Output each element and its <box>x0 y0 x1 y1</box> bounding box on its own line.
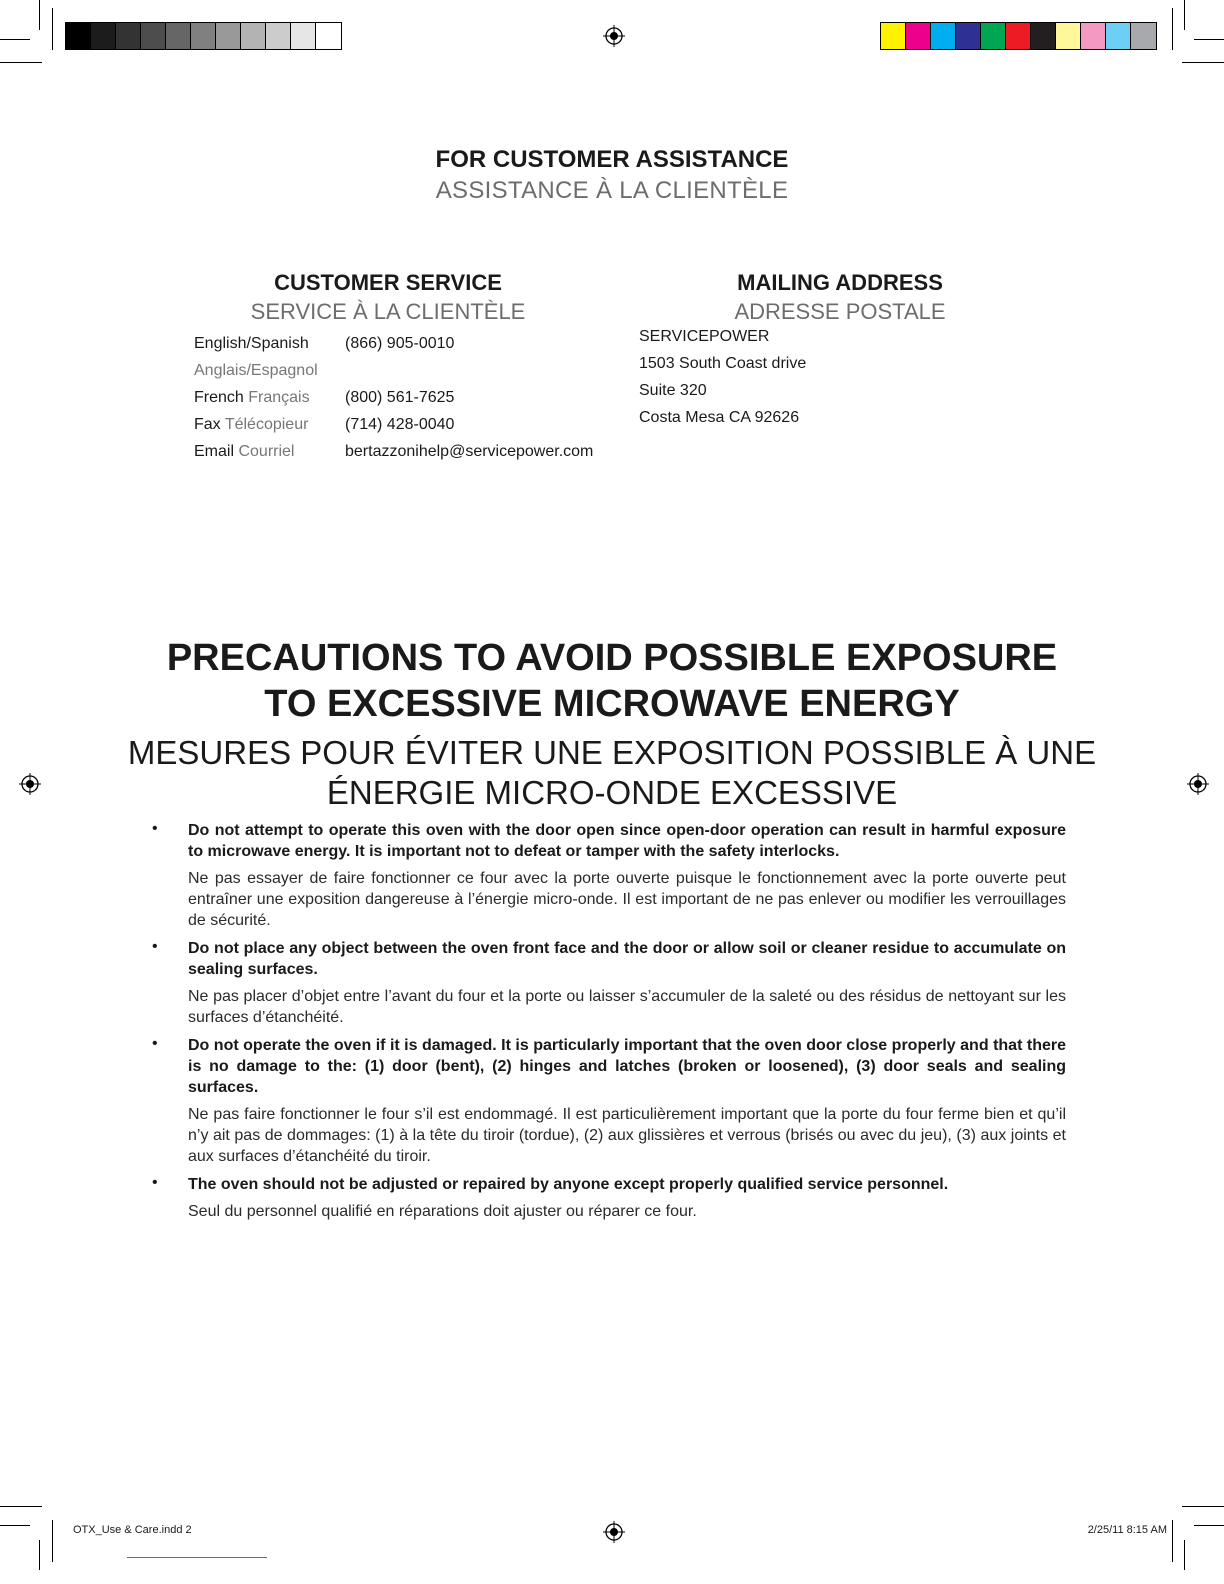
crop-mark <box>0 39 30 40</box>
mailing-address-heading <box>700 270 980 325</box>
list-item <box>152 820 1066 931</box>
mailing-address-title-french: ADRESSE POSTALE <box>734 299 946 324</box>
crop-mark <box>52 1520 53 1562</box>
crop-mark <box>1184 1540 1185 1570</box>
contact-email[interactable]: bertazzonihelp@servicepower.com <box>345 443 594 460</box>
address-line: Suite 320 <box>639 382 707 399</box>
customer-service-heading <box>228 270 548 325</box>
crop-mark <box>1172 1520 1173 1562</box>
bullet: • <box>152 820 158 837</box>
color-swatch <box>1006 23 1031 49</box>
crop-mark <box>1194 1525 1224 1526</box>
registration-mark-icon <box>603 25 625 47</box>
precaution-text-french: Seul du personnel qualifié en réparations doit ajuster ou réparer ce four. <box>188 1203 697 1220</box>
color-swatch <box>116 23 141 49</box>
precaution-text: The oven should not be adjusted or repaired by anyone except properly qualified service personnel. <box>188 1176 949 1193</box>
crop-mark <box>0 1525 30 1526</box>
precautions-list <box>152 820 1066 1229</box>
color-swatch <box>1131 23 1156 49</box>
color-swatch <box>1106 23 1131 49</box>
contact-label: Email Courriel <box>194 443 295 460</box>
bullet: • <box>152 938 158 955</box>
color-swatch <box>316 23 341 49</box>
registration-mark-icon <box>603 1521 625 1543</box>
crop-mark <box>1184 0 1185 30</box>
contact-phone: (800) 561-7625 <box>345 389 455 406</box>
precautions-title: PRECAUTIONS TO AVOID POSSIBLE EXPOSURE <box>166 637 1058 679</box>
color-swatch <box>291 23 316 49</box>
color-swatch <box>1056 23 1081 49</box>
color-swatch <box>91 23 116 49</box>
address-line: Costa Mesa CA 92626 <box>639 409 800 426</box>
contact-label: Anglais/Espagnol <box>194 362 318 379</box>
crop-mark <box>39 1540 40 1570</box>
bullet: • <box>152 1174 158 1191</box>
color-swatch <box>981 23 1006 49</box>
contact-phone: (866) 905-0010 <box>345 335 455 352</box>
list-item <box>152 938 1066 1028</box>
crop-mark <box>0 62 42 63</box>
precautions-title: TO EXCESSIVE MICROWAVE ENERGY <box>264 683 960 725</box>
list-item <box>152 1035 1066 1167</box>
color-calibration-bar <box>880 22 1157 50</box>
precaution-text: Do not place any object between the oven front face and the door or allow soil or cleaner residue to accumulate on sealing surfaces. <box>188 940 1066 978</box>
color-swatch <box>66 23 91 49</box>
crop-mark <box>1172 8 1173 50</box>
color-swatch <box>191 23 216 49</box>
color-swatch <box>166 23 191 49</box>
color-swatch <box>1031 23 1056 49</box>
color-swatch <box>216 23 241 49</box>
precaution-text-french: Ne pas essayer de faire fonctionner ce four avec la porte ouverte puisque le fonctionnement avec la porte ouverte peut entraîner une exposition dangereuse à l’énergie micro-onde. Il est important de ne pas enlever ou modifier les verrouillages de sécurité. <box>188 870 1066 929</box>
address-line: 1503 South Coast drive <box>639 355 807 372</box>
list-item <box>152 1174 1066 1222</box>
page-title-french: ASSISTANCE À LA CLIENTÈLE <box>435 177 789 204</box>
contact-fax: (714) 428-0040 <box>345 416 455 433</box>
footer-filename: OTX_Use & Care.indd 2 <box>73 1524 192 1536</box>
crop-mark <box>52 8 53 50</box>
color-swatch <box>266 23 291 49</box>
precautions-title-french: MESURES POUR ÉVITER UNE EXPOSITION POSSIBLE À UNE <box>127 734 1097 771</box>
crop-mark <box>39 0 40 30</box>
customer-service-title-french: SERVICE À LA CLIENTÈLE <box>250 299 526 324</box>
color-swatch <box>241 23 266 49</box>
color-swatch <box>906 23 931 49</box>
contact-label: French Français <box>194 389 310 406</box>
color-swatch <box>956 23 981 49</box>
mailing-address-title: MAILING ADDRESS <box>737 270 943 295</box>
precaution-text-french: Ne pas placer d’objet entre l’avant du four et la porte ou laisser s’accumuler de la saleté ou des résidus de nettoyant sur les surfaces d’étanchéité. <box>188 988 1066 1026</box>
bullet: • <box>152 1035 158 1052</box>
footer-date: 2/25/11 8:15 AM <box>1087 1524 1167 1536</box>
crop-mark <box>0 1506 42 1507</box>
precautions-title-french: ÉNERGIE MICRO-ONDE EXCESSIVE <box>326 774 898 811</box>
crop-mark <box>1182 1506 1224 1507</box>
color-swatch <box>141 23 166 49</box>
color-swatch <box>1081 23 1106 49</box>
footer-line <box>127 1557 267 1558</box>
color-swatch <box>881 23 906 49</box>
crop-mark <box>1182 62 1224 63</box>
address-line: SERVICEPOWER <box>639 328 770 345</box>
contact-label: English/Spanish <box>194 335 309 352</box>
crop-mark <box>1194 39 1224 40</box>
page-title: FOR CUSTOMER ASSISTANCE <box>435 146 789 173</box>
customer-service-title: CUSTOMER SERVICE <box>274 270 502 295</box>
grey-calibration-bar <box>65 22 342 50</box>
precaution-text: Do not attempt to operate this oven with the door open since open-door operation can result in harmful exposure to microwave energy. It is important not to defeat or tamper with the safety interlocks. <box>188 822 1066 860</box>
color-swatch <box>931 23 956 49</box>
precaution-text-french: Ne pas faire fonctionner le four s’il est endommagé. Il est particulièrement important que la porte du four ferme bien et qu’il n’y ait pas de dommages: (1) à la tête du tiroir (tordue), (2) aux glissières et verrous (brisés ou avec du jeu), (3) aux joints et aux surfaces d’étanchéité du tiroir. <box>188 1106 1066 1165</box>
contact-label: Fax Télécopieur <box>194 416 309 433</box>
precaution-text: Do not operate the oven if it is damaged. It is particularly important that the oven door close properly and that there is no damage to the: (1) door (bent), (2) hinges and latches (broken or loosened), (3) door seals and sealing surfaces. <box>188 1037 1066 1096</box>
